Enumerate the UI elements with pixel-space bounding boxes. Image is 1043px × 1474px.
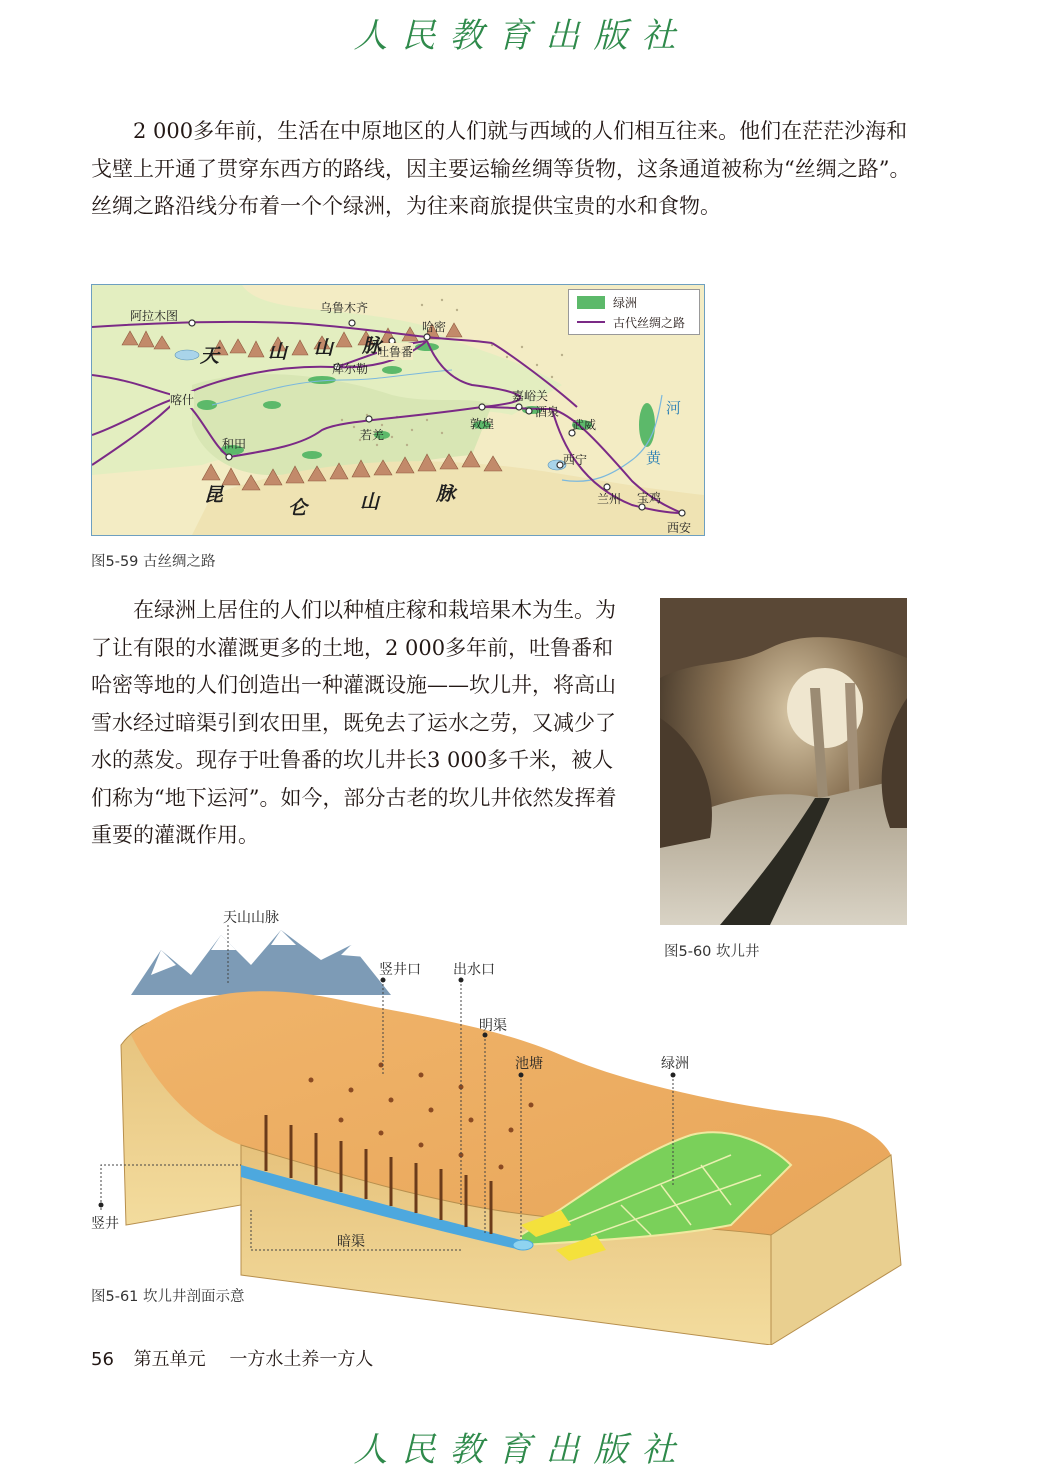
karez-diagram-graphic xyxy=(91,905,906,1345)
map-legend xyxy=(568,289,700,335)
label-hidden-channel: 暗渠 xyxy=(337,1234,365,1250)
city-label: 兰州 xyxy=(597,492,622,506)
oasis-swatch-icon xyxy=(577,296,605,309)
label-open-channel: 明渠 xyxy=(479,1018,507,1034)
river-label-char: 河 xyxy=(666,399,682,417)
river-label-char: 黄 xyxy=(646,449,662,467)
label-oasis: 绿洲 xyxy=(661,1056,689,1072)
label-outlet: 出水口 xyxy=(453,962,495,978)
kunlun-label-char: 脉 xyxy=(436,483,456,505)
label-tianshan: 天山山脉 xyxy=(223,910,279,926)
city-label: 宝鸡 xyxy=(637,491,662,505)
karez-diagram xyxy=(91,905,906,1345)
publisher-logo-top: 人民教育出版社 xyxy=(353,16,690,56)
city-label: 哈密 xyxy=(422,320,447,334)
label-shaft-mouth: 竖井口 xyxy=(379,962,421,978)
city-label: 武威 xyxy=(572,418,597,432)
tianshan-label-char: 山 xyxy=(314,337,334,359)
kunlun-label-char: 山 xyxy=(360,491,380,513)
route-line-icon xyxy=(577,321,605,323)
label-pond: 池塘 xyxy=(515,1056,543,1072)
map-caption: 图5-59 古丝绸之路 xyxy=(91,554,216,570)
karez-photo xyxy=(660,598,907,925)
page-footer xyxy=(91,1345,373,1371)
photo-caption: 图5-60 坎儿井 xyxy=(664,944,760,960)
publisher-logo-bottom: 人民教育出版社 xyxy=(353,1430,690,1470)
label-shaft: 竖井 xyxy=(91,1216,119,1232)
diagram-caption: 图5-61 坎儿井剖面示意 xyxy=(91,1289,245,1305)
paragraph-silk-road: 2 000多年前，生活在中原地区的人们就与西域的人们相互往来。他们在茫茫沙海和戈壁上开通了贯穿东西方的路线，因主要运输丝绸等货物，这条通道被称为“丝绸之路”。丝绸之路沿线分布着一个个绿洲，为往来商旅提供宝贵的水和食物。 xyxy=(91,119,911,218)
unit-title: 一方水土养一方人 xyxy=(229,1349,374,1370)
tianshan-label-char: 天 xyxy=(200,345,220,367)
kunlun-label-char: 昆 xyxy=(204,484,224,506)
city-label: 西安 xyxy=(667,521,692,535)
paragraph-karez: 在绿洲上居住的人们以种植庄稼和栽培果木为生。为了让有限的水灌溉更多的土地，2 000多年前，吐鲁番和哈密等地的人们创造出一种灌溉设施——坎儿井，将高山雪水经过暗渠引到农田里，既免去了运水之劳，又减少了水的蒸发。现存于吐鲁番的坎儿井长3 000多千米，被人们称为“地下运河”。如今，部分古老的坎儿井依然发挥着重要的灌溉作用。 xyxy=(91,598,617,847)
city-label: 吐鲁番 xyxy=(377,345,414,359)
city-label: 嘉峪关 xyxy=(512,389,549,403)
kunlun-label-char: 仑 xyxy=(288,497,308,519)
karez-photo-image xyxy=(660,598,907,925)
legend-oasis-label: 绿洲 xyxy=(613,296,638,310)
page-number: 56 xyxy=(91,1349,114,1370)
tianshan-label-char: 脉 xyxy=(362,335,382,357)
city-label: 库尔勒 xyxy=(332,362,369,376)
city-label: 酒泉 xyxy=(535,405,560,419)
city-label: 阿拉木图 xyxy=(130,309,179,323)
silk-road-map xyxy=(91,284,705,536)
legend-route-label: 古代丝绸之路 xyxy=(613,316,686,330)
city-label: 乌鲁木齐 xyxy=(320,301,369,315)
city-label: 西宁 xyxy=(563,453,588,467)
tianshan-label-char: 山 xyxy=(268,341,288,363)
city-label: 敦煌 xyxy=(470,417,495,431)
city-label: 和田 xyxy=(222,437,247,451)
city-label: 若羌 xyxy=(360,428,385,442)
unit-label: 第五单元 xyxy=(133,1349,206,1370)
city-label: 喀什 xyxy=(170,393,195,407)
